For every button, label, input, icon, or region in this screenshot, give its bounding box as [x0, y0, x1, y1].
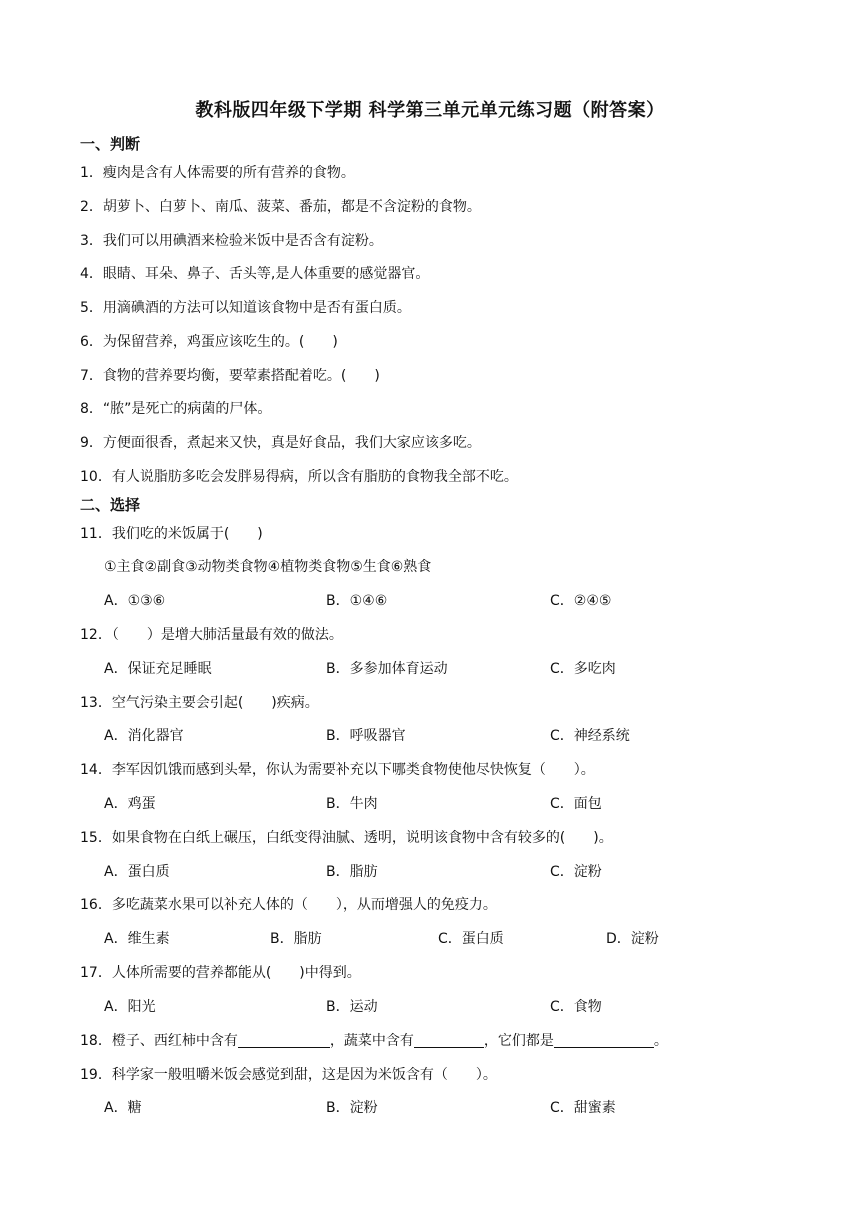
choice-question-15: 15．如果食物在白纸上碾压，白纸变得油腻、透明，说明该食物中含有较多的( )。	[80, 830, 613, 846]
q19-option-b: B．淀粉	[326, 1100, 378, 1116]
q19-option-c: C．甜蜜素	[550, 1100, 616, 1116]
q12-option-b: B．多参加体育运动	[326, 661, 448, 677]
q14-option-c: C．面包	[550, 796, 602, 812]
judge-question-2: 2．胡萝卜、白萝卜、南瓜、菠菜、番茄，都是不含淀粉的食物。	[80, 199, 481, 215]
judge-question-4: 4．眼睛、耳朵、鼻子、舌头等,是人体重要的感觉器官。	[80, 266, 430, 282]
q18-blank-1[interactable]	[238, 1033, 330, 1048]
q16-option-a: A．维生素	[104, 931, 170, 947]
q17-option-b: B．运动	[326, 999, 378, 1015]
q19-option-a: A．糖	[104, 1100, 142, 1116]
choice-question-16: 16．多吃蔬菜水果可以补充人体的（ ），从而增强人的免疫力。	[80, 897, 497, 913]
q14-option-b: B．牛肉	[326, 796, 378, 812]
judge-question-1: 1．瘦肉是含有人体需要的所有营养的食物。	[80, 165, 355, 181]
q18-blank-3[interactable]	[554, 1033, 654, 1048]
fill-question-18	[80, 1030, 668, 1050]
choice-question-12: 12．（ ）是增大肺活量最有效的做法。	[80, 627, 343, 643]
choice-question-14: 14．李军因饥饿而感到头晕，你认为需要补充以下哪类食物使他尽快恢复（ ）。	[80, 762, 595, 778]
question-11-statements: ①主食②副食③动物类食物④植物类食物⑤生食⑥熟食	[104, 559, 432, 575]
q16-option-d: D．淀粉	[606, 931, 659, 947]
q13-option-c: C．神经系统	[550, 728, 630, 744]
q11-option-c: C．②④⑤	[550, 593, 612, 609]
choice-question-19: 19．科学家一般咀嚼米饭会感觉到甜，这是因为米饭含有（ ）。	[80, 1067, 497, 1083]
q18-text-1: 18．橙子、西红柿中含有	[80, 1033, 238, 1049]
q15-option-c: C．淀粉	[550, 864, 602, 880]
judge-question-6: 6．为保留营养，鸡蛋应该吃生的。( )	[80, 334, 338, 350]
q18-blank-2[interactable]	[414, 1033, 484, 1048]
choice-question-13: 13．空气污染主要会引起( )疾病。	[80, 695, 319, 711]
q11-option-a: A．①③⑥	[104, 593, 166, 609]
judge-question-7: 7．食物的营养要均衡，要荤素搭配着吃。( )	[80, 368, 380, 384]
q18-text-4: 。	[653, 1033, 668, 1049]
section-judge-heading: 一、判断	[80, 135, 141, 153]
q13-option-b: B．呼吸器官	[326, 728, 406, 744]
q14-option-a: A．鸡蛋	[104, 796, 156, 812]
q18-text-2: ，蔬菜中含有	[329, 1033, 414, 1049]
q16-option-b: B．脂肪	[270, 931, 322, 947]
q15-option-a: A．蛋白质	[104, 864, 170, 880]
q12-option-a: A．保证充足睡眠	[104, 661, 212, 677]
judge-question-9: 9．方便面很香，煮起来又快，真是好食品，我们大家应该多吃。	[80, 435, 481, 451]
page-title: 教科版四年级下学期 科学第三单元单元练习题（附答案）	[195, 100, 665, 121]
section-choice-heading: 二、选择	[80, 496, 141, 514]
judge-question-8: 8．“脓”是死亡的病菌的尸体。	[80, 401, 272, 417]
q11-option-b: B．①④⑥	[326, 593, 388, 609]
choice-question-11: 11．我们吃的米饭属于( )	[80, 526, 263, 542]
judge-question-3: 3．我们可以用碘酒来检验米饭中是否含有淀粉。	[80, 233, 383, 249]
q18-text-3: ，它们都是	[483, 1033, 554, 1049]
q15-option-b: B．脂肪	[326, 864, 378, 880]
choice-question-17: 17．人体所需要的营养都能从( )中得到。	[80, 965, 361, 981]
q17-option-a: A．阳光	[104, 999, 156, 1015]
q17-option-c: C．食物	[550, 999, 602, 1015]
q16-option-c: C．蛋白质	[438, 931, 504, 947]
q12-option-c: C．多吃肉	[550, 661, 616, 677]
judge-question-10: 10．有人说脂肪多吃会发胖易得病，所以含有脂肪的食物我全部不吃。	[80, 469, 518, 485]
judge-question-5: 5．用滴碘酒的方法可以知道该食物中是否有蛋白质。	[80, 300, 411, 316]
q13-option-a: A．消化器官	[104, 728, 184, 744]
